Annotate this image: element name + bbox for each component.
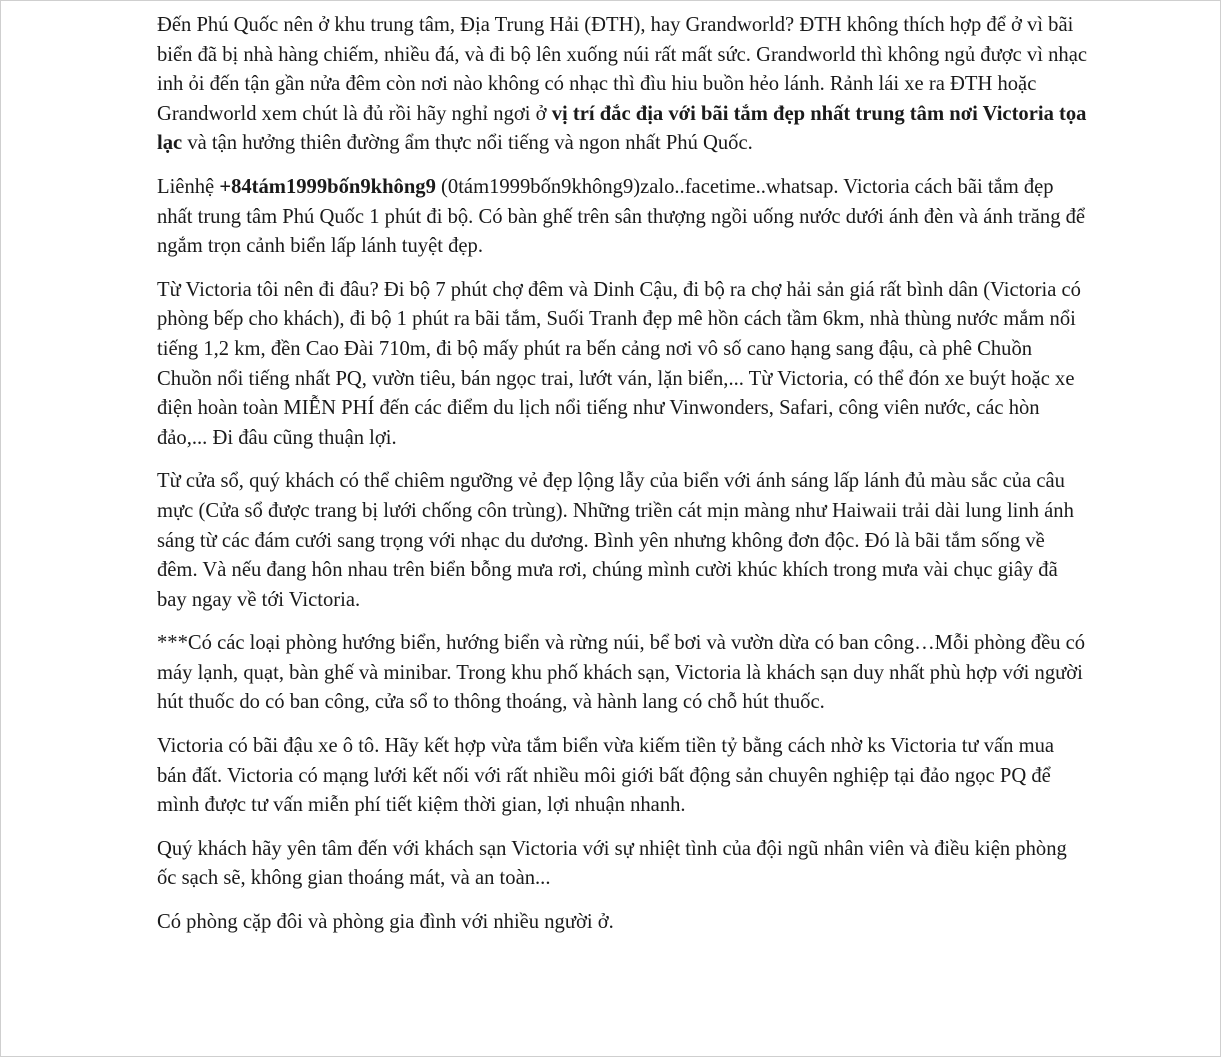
paragraph-family-rooms — [157, 908, 1087, 938]
paragraph-where-to-go — [157, 276, 1087, 454]
document-body — [157, 11, 1087, 952]
paragraph-reassurance — [157, 835, 1087, 894]
paragraph-room-types — [157, 629, 1087, 718]
text-span: và tận hưởng thiên đường ẩm thực nổi tiếng và ngon nhất Phú Quốc. — [182, 132, 753, 155]
paragraph-location-advice — [157, 11, 1087, 159]
paragraph-window-view — [157, 467, 1087, 615]
text-span: Victoria có bãi đậu xe ô tô. Hãy kết hợp vừa tắm biển vừa kiếm tiền tỷ bằng cách nhờ ks Victoria tư vấn mua bán đất. Victoria có mạng lưới kết nối với rất nhiều môi giới bất động sản chuyên nghiệp tại đảo ngọc PQ để mình được tư vấn miễn phí tiết kiệm thời gian, lợi nhuận nhanh. — [157, 735, 1055, 817]
text-span: ***Có các loại phòng hướng biển, hướng biển và rừng núi, bể bơi và vườn dừa có ban công…Mỗi phòng đều có máy lạnh, quạt, bàn ghế và minibar. Trong khu phố khách sạn, Victoria là khách sạn duy nhất phù hợp với người hút thuốc do có ban công, cửa sổ to thông thoáng, và hành lang có chỗ hút thuốc. — [157, 632, 1086, 714]
text-span: (0tám1999bốn9không9)zalo..facetime..whatsap. Victoria cách bãi tắm đẹp nhất trung tâm Phú Quốc 1 phút đi bộ. Có bàn ghế trên sân thượng ngồi uống nước dưới ánh đèn và ánh trăng để ngắm trọn cảnh biển lấp lánh tuyệt đẹp. — [157, 175, 1086, 258]
text-span: Từ cửa sổ, quý khách có thể chiêm ngưỡng vẻ đẹp lộng lẫy của biển với ánh sáng lấp lánh đủ màu sắc của câu mực (Cửa sổ được trang bị lưới chống côn trùng). Những triền cát mịn màng như Haiwaii trải dài lung linh ánh sáng từ các đám cưới sang trọng với nhạc du dương. Bình yên nhưng không đơn độc. Đó là bãi tắm sống về đêm. Và nếu đang hôn nhau trên biển bỗng mưa rơi, chúng mình cười khúc khích trong mưa vài chục giây đã bay ngay về tới Victoria. — [157, 470, 1074, 611]
text-span: Từ Victoria tôi nên đi đâu? Đi bộ 7 phút chợ đêm và Dinh Cậu, đi bộ ra chợ hải sản giá rất bình dân (Victoria có phòng bếp cho khách), đi bộ 1 phút ra bãi tắm, Suối Tranh đẹp mê hồn cách tầm 6km, nhà thùng nước mắm nổi tiếng 1,2 km, đền Cao Đài 710m, đi bộ mấy phút ra bến cảng nơi vô số cano hạng sang đậu, cà phê Chuồn Chuồn nổi tiếng nhất PQ, vườn tiêu, bán ngọc trai, lướt ván, lặn biển,... Từ Victoria, có thể đón xe buýt hoặc xe điện hoàn toàn MIỄN PHÍ đến các điểm du lịch nổi tiếng như Vinwonders, Safari, công viên nước, các hòn đảo,... Đi đâu cũng thuận lợi. — [157, 278, 1081, 449]
text-span: Quý khách hãy yên tâm đến với khách sạn Victoria với sự nhiệt tình của đội ngũ nhân viên và điều kiện phòng ốc sạch sẽ, không gian thoáng mát, và an toàn... — [157, 837, 1067, 890]
text-span: Liênhệ — [157, 175, 220, 198]
contact-phone: +84tám1999bốn9không9 — [219, 175, 436, 198]
paragraph-parking-realestate — [157, 732, 1087, 821]
text-span: Có phòng cặp đôi và phòng gia đình với nhiều người ở. — [157, 911, 614, 934]
bold-highlight: vị trí đắc địa với bãi tắm đẹp nhất trung tâm nơi Victoria tọa lạc — [157, 102, 1087, 155]
text-span: Đến Phú Quốc nên ở khu trung tâm, Địa Trung Hải (ĐTH), hay Grandworld? ĐTH không thích hợp để ở vì bãi biển đã bị nhà hàng chiếm, nhiều đá, và đi bộ lên xuống núi rất mất sức. Grandworld thì không ngủ được vì nhạc inh ỏi đến tận gần nửa đêm còn nơi nào không có nhạc thì đìu hiu buồn hẻo lánh. Rảnh lái xe ra ĐTH hoặc Grandworld xem chút là đủ rồi hãy nghỉ ngơi ở — [157, 14, 1087, 125]
paragraph-contact — [157, 173, 1087, 262]
